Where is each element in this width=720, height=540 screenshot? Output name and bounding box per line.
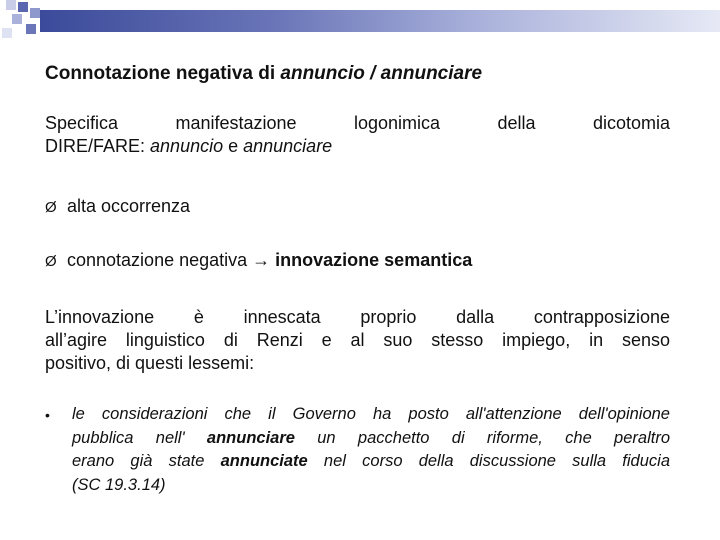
arrow-bullet-icon: Ø bbox=[45, 253, 57, 270]
text-span: erano già state bbox=[72, 452, 221, 470]
text-span: un pacchetto di riforme, che peraltro bbox=[294, 428, 670, 447]
quote-text bbox=[72, 403, 670, 497]
deco-square bbox=[26, 24, 36, 34]
paragraph-line: L’innovazione è innescata proprio dalla contrapposizione bbox=[45, 307, 670, 327]
italic-term: annuncio bbox=[150, 136, 224, 156]
paragraph-line: Specifica manifestazione logonimica della dicotomia bbox=[45, 113, 670, 133]
quote-line: (SC 19.3.14) bbox=[72, 475, 166, 494]
arrow-list-item bbox=[45, 249, 472, 273]
deco-square bbox=[18, 2, 28, 12]
text-span: e bbox=[223, 136, 244, 156]
deco-square bbox=[12, 14, 22, 24]
list-item-text: connotazione negativa → bbox=[67, 250, 276, 270]
paragraph-line bbox=[45, 135, 670, 158]
deco-square bbox=[6, 0, 16, 10]
title-text: Connotazione negativa di bbox=[45, 63, 281, 84]
paragraph-intro bbox=[45, 112, 670, 158]
slide-title bbox=[45, 63, 482, 85]
arrow-list-item bbox=[45, 195, 190, 219]
text-span: nel corso della discussione sulla fiducia bbox=[307, 452, 671, 470]
deco-square bbox=[30, 8, 40, 18]
text-span: DIRE/FARE: bbox=[45, 136, 151, 156]
header-gradient-bar bbox=[40, 10, 720, 32]
deco-square bbox=[2, 28, 12, 38]
paragraph-innovation bbox=[45, 306, 670, 375]
paragraph-line: all’agire linguistico di Renzi e al suo stesso impiego, in senso bbox=[45, 330, 670, 350]
bullet-dot-icon: • bbox=[45, 407, 50, 423]
quote-line bbox=[72, 450, 670, 474]
quote-line bbox=[72, 427, 670, 451]
arrow-bullet-icon: Ø bbox=[45, 199, 57, 216]
list-item-text: alta occorrenza bbox=[67, 196, 191, 216]
text-span: pubblica nell' bbox=[72, 428, 207, 447]
paragraph-line: positivo, di questi lessemi: bbox=[45, 353, 255, 373]
italic-term: annunciare bbox=[243, 136, 333, 156]
quote-line: le considerazioni che il Governo ha posto all'attenzione dell'opinione bbox=[72, 405, 670, 423]
title-italic-text: annuncio / annunciare bbox=[280, 63, 483, 84]
list-item-bold-text: innovazione semantica bbox=[275, 250, 473, 270]
bold-term: annunciare bbox=[206, 428, 295, 447]
bold-term: annunciate bbox=[220, 452, 308, 470]
header-decoration bbox=[0, 0, 720, 48]
